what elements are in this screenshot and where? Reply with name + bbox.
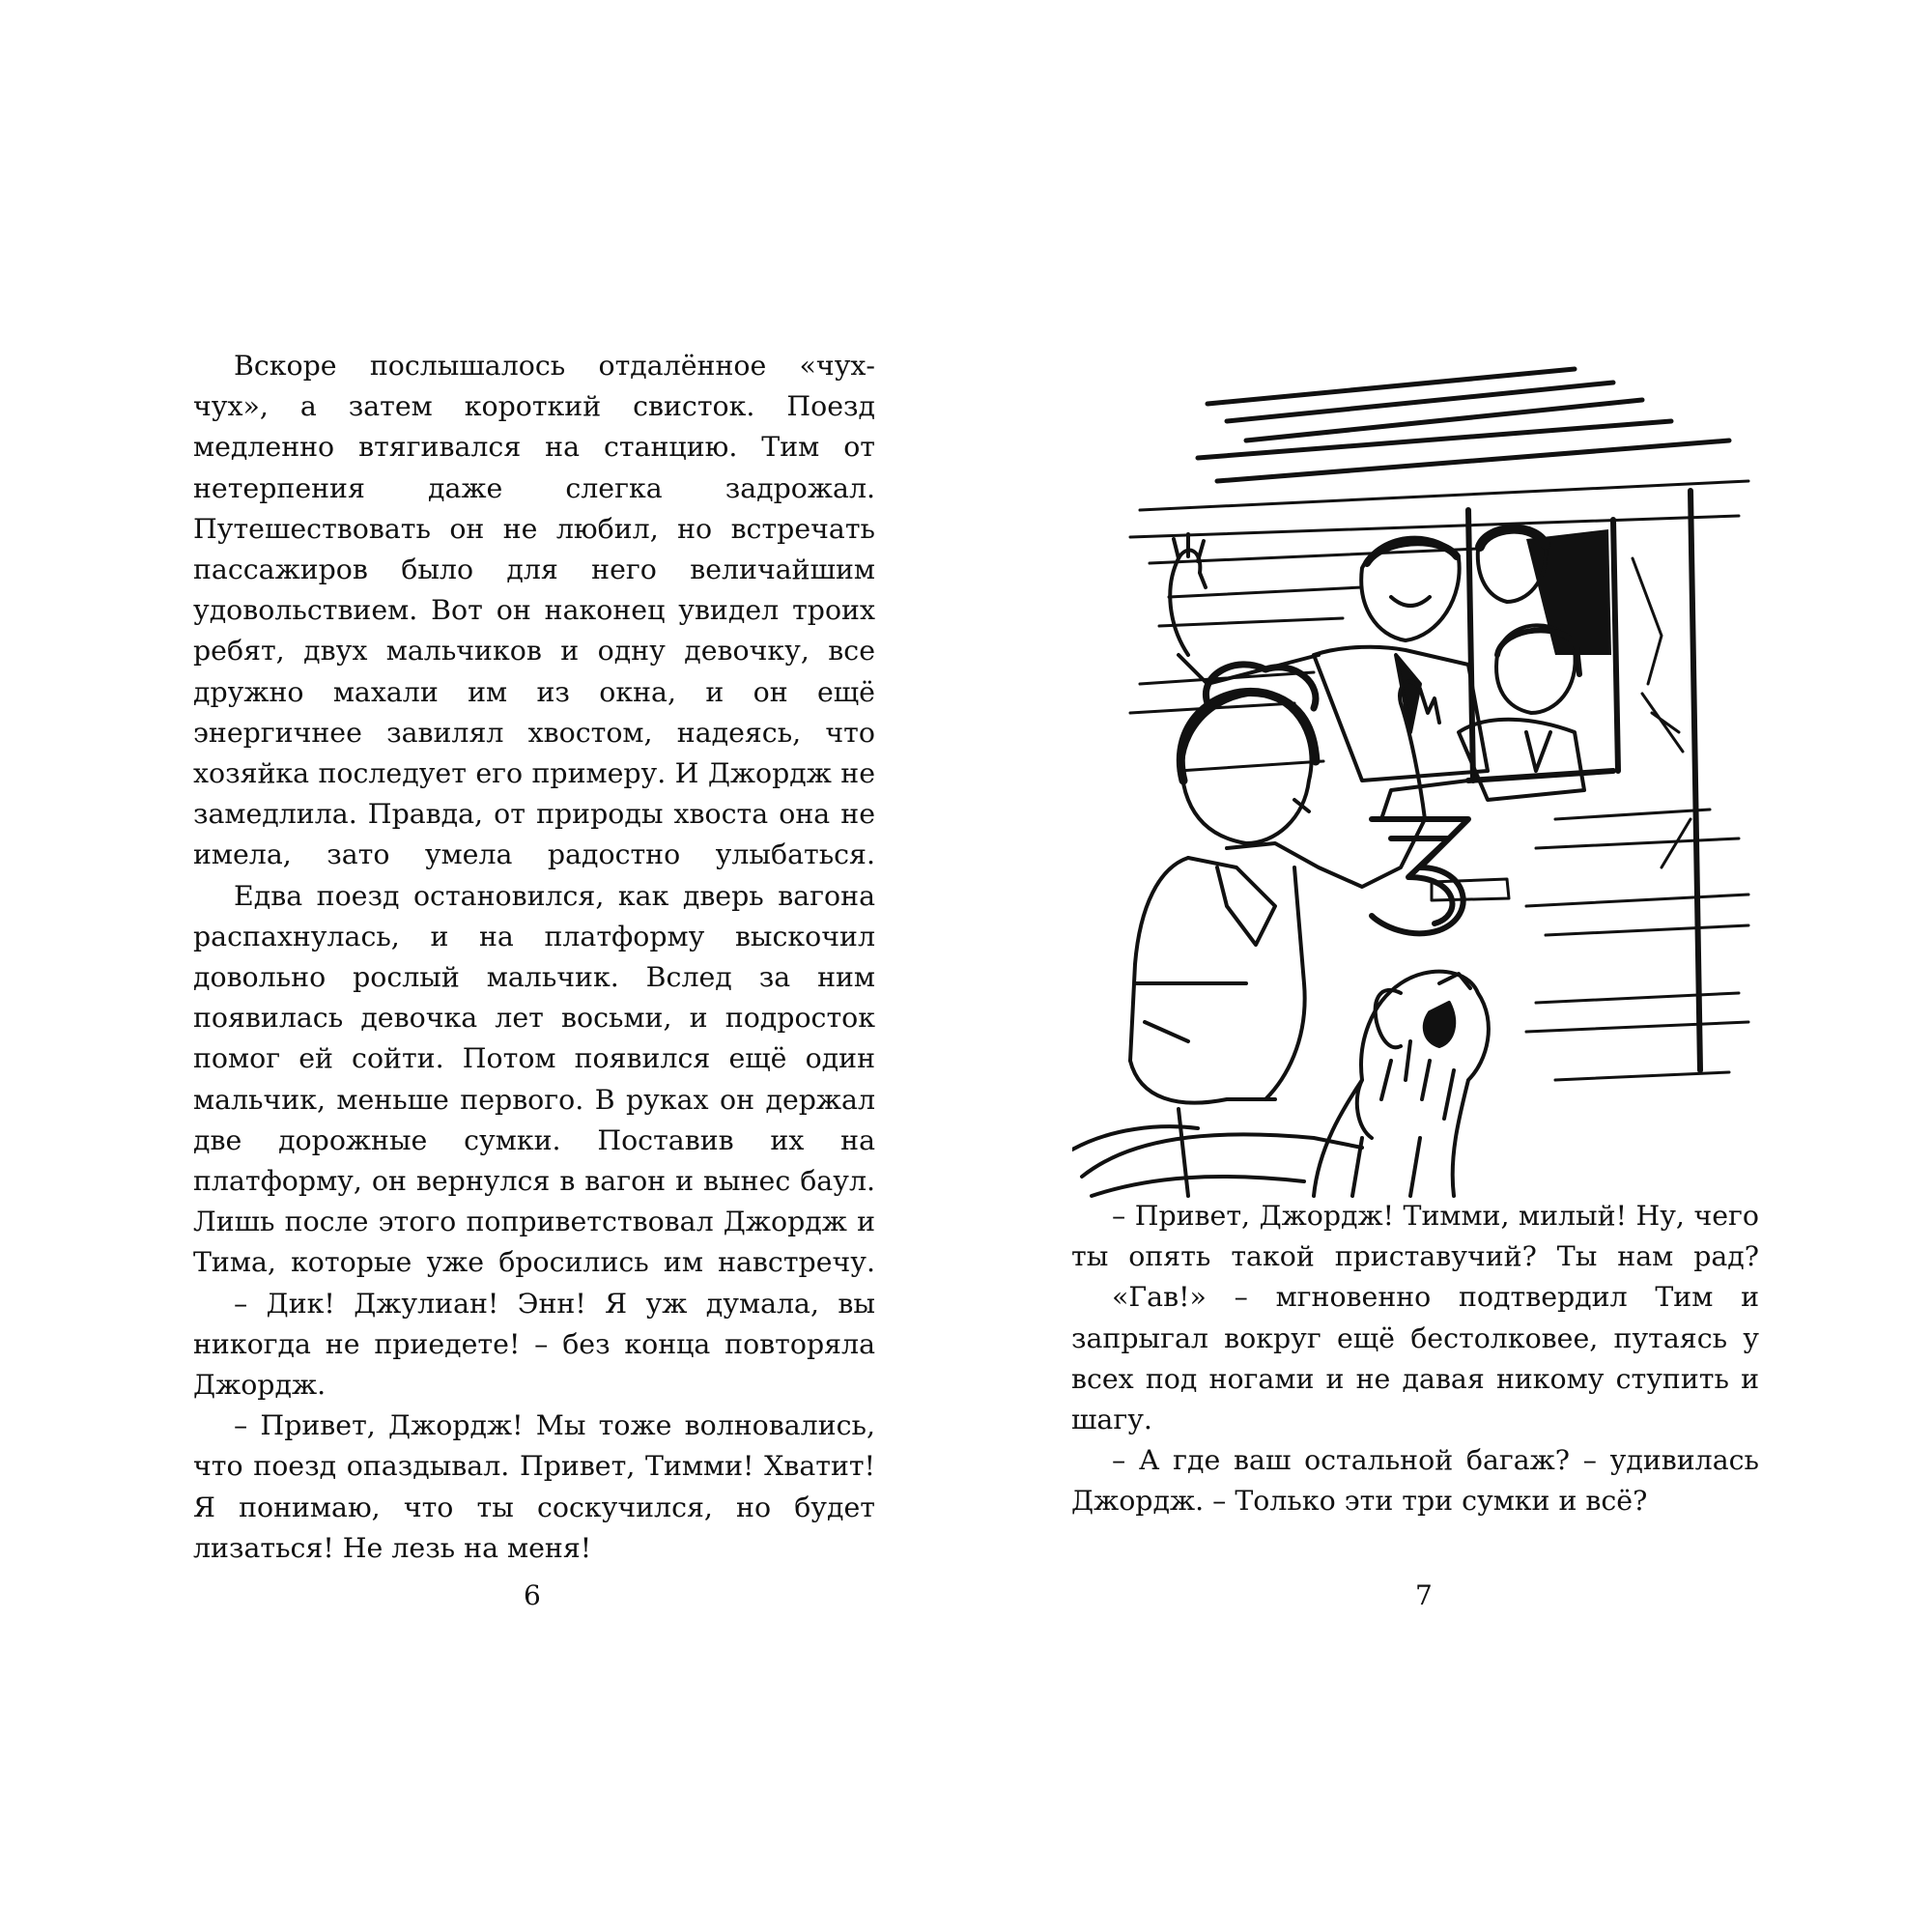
paragraph: Вскоре послышалось отдалённое «чух-чух», а затем короткий свисток. Поезд медленно втягивался на станцию. Тим от нетерпения даже слегка задрожал. Путешествовать он не любил, но встречать пассажиров было для него величайшим удовольствием. Вот он наконец увидел троих ребят, двух мальчиков и одну девочку, все дружно махали им из окна, и он ещё энергичнее завилял хвостом, надеясь, что хозяйка последует его примеру. И Джордж не замедлила. Правда, от природы хвоста она не имела, зато умела радостно улыбаться. bbox=[193, 350, 875, 871]
paragraph: – А где ваш остальной багаж? – удивилась Джордж. – Только эти три сумки и всё? bbox=[1071, 1444, 1759, 1518]
right-page bbox=[966, 0, 1932, 1932]
left-text-column bbox=[193, 346, 875, 1569]
paragraph: – Дик! Джулиан! Энн! Я уж думала, вы никогда не приедете! – без конца повторяла Джордж. bbox=[193, 1287, 875, 1402]
train-station-illustration bbox=[1072, 365, 1768, 1204]
page-number: 6 bbox=[524, 1579, 541, 1611]
page-number: 7 bbox=[1415, 1579, 1433, 1611]
paragraph: – Привет, Джордж! Мы тоже волновались, что поезд опаздывал. Привет, Тимми! Хватит! Я понимаю, что ты соскучился, но будет лизаться! Не лезь на меня! bbox=[193, 1409, 875, 1564]
paragraph: «Гав!» – мгновенно подтвердил Тим и запрыгал вокруг ещё бестолковее, путаясь у всех под ногами и не давая никому ступить и шагу. bbox=[1071, 1281, 1759, 1436]
paragraph: – Привет, Джордж! Тимми, милый! Ну, чего ты опять такой приставучий? Ты нам рад? bbox=[1071, 1200, 1759, 1273]
carriage-number: 3 bbox=[1420, 935, 1421, 936]
right-text-column bbox=[1071, 1196, 1759, 1522]
paragraph: Едва поезд остановился, как дверь вагона распахнулась, и на платформу выскочил довольно рослый мальчик. Вслед за ним появилась девочка лет восьми, и подросток помог ей сойти. Потом появился ещё один мальчик, меньше первого. В руках он держал две дорожные сумки. Поставив их на платформу, он вернулся в вагон и вынес баул. Лишь после этого поприветствовал Джордж и Тима, которые уже бросились им навстречу. bbox=[193, 879, 875, 1279]
